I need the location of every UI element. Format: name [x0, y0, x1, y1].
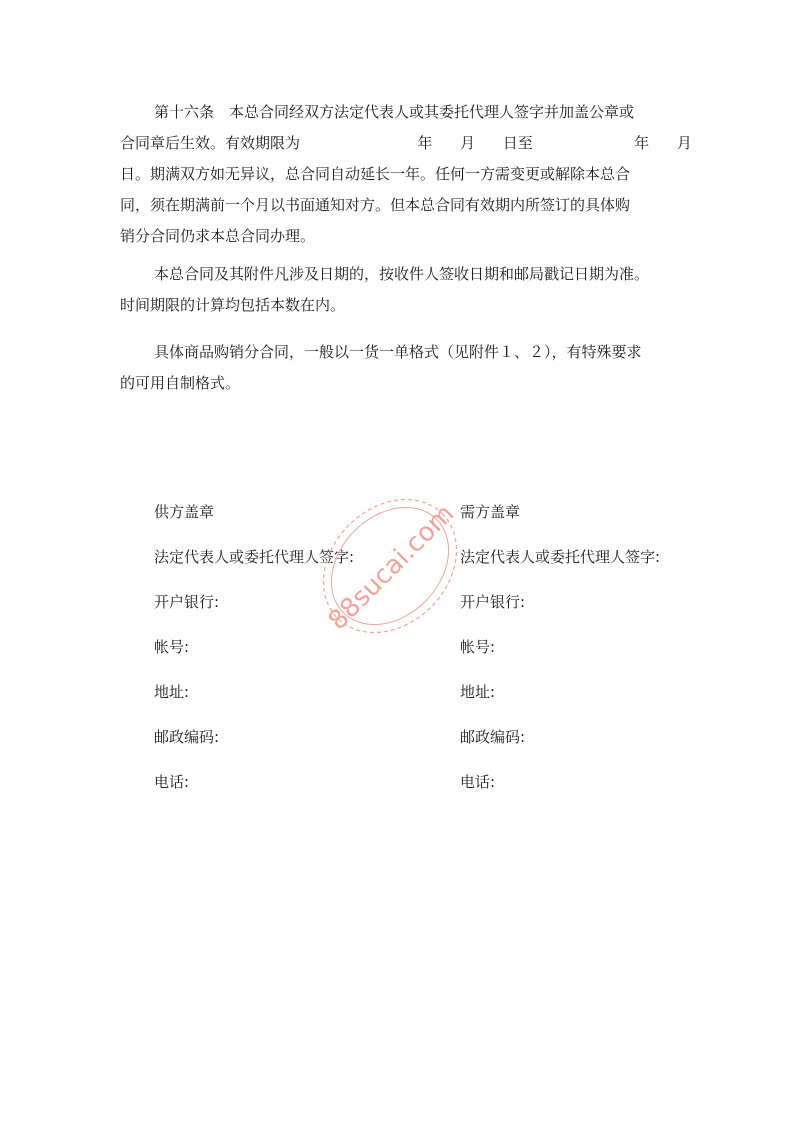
format-line-2: 的可用自制格式。: [120, 374, 241, 392]
end-year-label: 年: [634, 134, 650, 152]
supplier-phone-label: 电话:: [154, 773, 190, 791]
supplier-representative-label: 法定代表人或委托代理人签字:: [154, 548, 355, 566]
article-16-paragraph: [120, 97, 692, 252]
buyer-seal-label: 需方盖章: [460, 503, 521, 521]
article-line-1: 第十六条 本总合同经双方法定代表人或其委托代理人签字并加盖公章或: [154, 103, 635, 121]
article-line-5: 销分合同仍求本总合同办理。: [120, 227, 316, 245]
end-month-label: 月: [676, 134, 692, 152]
buyer-postcode-label: 邮政编码:: [460, 728, 526, 746]
buyer-bank-label: 开户银行:: [460, 593, 526, 611]
buyer-account-label: 帐号:: [460, 638, 496, 656]
format-paragraph: [120, 337, 692, 399]
supplier-account-label: 帐号:: [154, 638, 190, 656]
article-line-2: [120, 128, 692, 159]
start-day-label: 日至: [502, 134, 533, 152]
article-line-4: 同，须在期满前一个月以书面通知对方。但本总合同有效期内所签订的具体购: [120, 196, 631, 214]
dates-line-1: 本总合同及其附件凡涉及日期的，按收件人签收日期和邮局戳记日期为准。: [154, 265, 650, 283]
format-line-1: 具体商品购销分合同，一般以一货一单格式（见附件１、２），有特殊要求: [154, 343, 642, 361]
supplier-postcode-label: 邮政编码:: [154, 728, 220, 746]
start-year-label: 年: [417, 134, 433, 152]
supplier-seal-label: 供方盖章: [154, 503, 215, 521]
watermark-text: 88sucai.com: [322, 498, 461, 637]
buyer-address-label: 地址:: [460, 683, 496, 701]
supplier-bank-label: 开户银行:: [154, 593, 220, 611]
article-line-3: 日。期满双方如无异议，总合同自动延长一年。任何一方需变更或解除本总合: [120, 165, 631, 183]
dates-paragraph: [120, 259, 692, 321]
watermark-stamp: [310, 486, 470, 646]
start-month-label: 月: [460, 134, 476, 152]
validity-label: 合同章后生效。有效期限为: [120, 134, 301, 152]
buyer-phone-label: 电话:: [460, 773, 496, 791]
supplier-address-label: 地址:: [154, 683, 190, 701]
buyer-representative-label: 法定代表人或委托代理人签字:: [460, 548, 661, 566]
dates-line-2: 时间期限的计算均包括本数在内。: [120, 296, 346, 314]
